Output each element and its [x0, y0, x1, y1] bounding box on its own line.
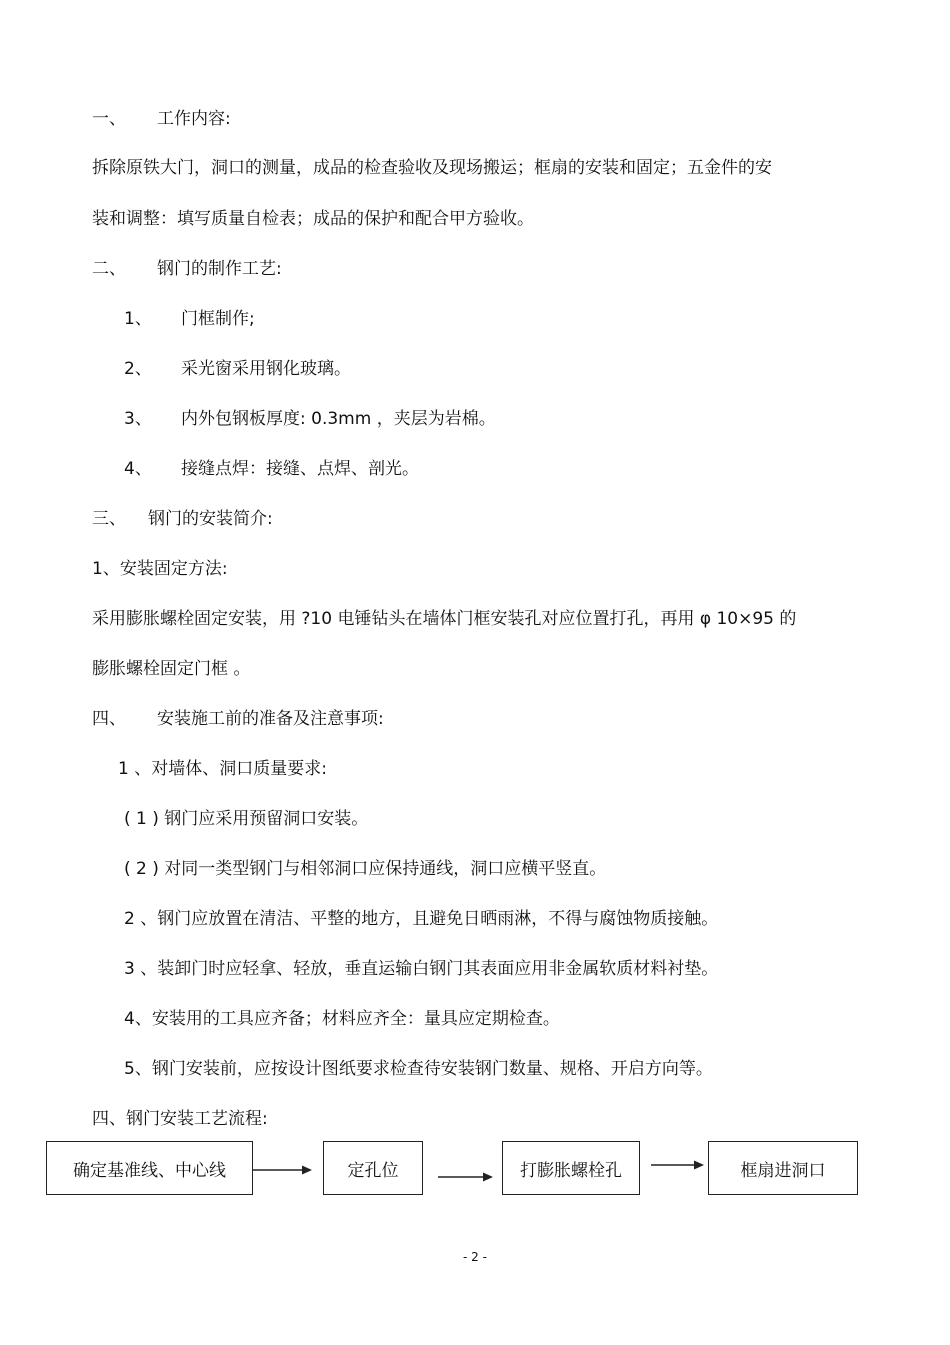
- s4-item-2: 2 、钢门应放置在清洁、平整的地方，且避免日晒雨淋，不得与腐蚀物质接触。: [124, 909, 719, 929]
- section-3-title: 钢门的安装简介:: [148, 509, 273, 529]
- flow-title: 四、钢门安装工艺流程:: [92, 1109, 268, 1129]
- flow-arrow-1: [253, 1166, 312, 1175]
- flow-step-2: 定孔位: [323, 1141, 423, 1195]
- section-2-title: 钢门的制作工艺:: [157, 259, 282, 279]
- section-3-subtitle: 1、安装固定方法:: [92, 559, 228, 579]
- s2-item-2-number: 2、: [124, 359, 152, 379]
- s2-item-3-text: 内外包钢板厚度: 0.3mm ，夹层为岩棉。: [181, 409, 496, 429]
- section-4-number: 四、: [92, 709, 126, 729]
- s2-item-4-number: 4、: [124, 459, 152, 479]
- s2-item-3-number: 3、: [124, 409, 152, 429]
- s2-item-2-text: 采光窗采用钢化玻璃。: [181, 359, 351, 379]
- s4-item-4: 4、安装用的工具应齐备；材料应齐全：量具应定期检查。: [124, 1009, 560, 1029]
- section-3-number: 三、: [92, 509, 126, 529]
- s2-item-4-text: 接缝点焊：接缝、点焊、剖光。: [181, 459, 419, 479]
- section-4-title: 安装施工前的准备及注意事项:: [157, 709, 384, 729]
- section-1-text-line-2: 装和调整：填写质量自检表；成品的保护和配合甲方验收。: [92, 209, 534, 229]
- s4-item-5: 5、钢门安装前，应按设计图纸要求检查待安装钢门数量、规格、开启方向等。: [124, 1059, 713, 1079]
- section-1-number: 一、: [92, 109, 126, 129]
- section-1-text-line-1: 拆除原铁大门，洞口的测量，成品的检查验收及现场搬运；框扇的安装和固定；五金件的安: [92, 158, 772, 178]
- s4-item-3: 3 、装卸门时应轻拿、轻放，垂直运输白钢门其表面应用非金属软质材料衬垫。: [124, 959, 719, 979]
- s2-item-1-text: 门框制作;: [181, 309, 255, 329]
- flow-arrow-3: [651, 1161, 704, 1170]
- flow-arrow-2: [438, 1173, 493, 1182]
- flow-step-3: 打膨胀螺栓孔: [502, 1141, 640, 1195]
- s4-item-1-sub-2: ( 2 ) 对同一类型钢门与相邻洞口应保持通线，洞口应横平竖直。: [124, 859, 607, 879]
- section-3-text-line-1: 采用膨胀螺栓固定安装，用 ?10 电锤钻头在墙体门框安装孔对应位置打孔，再用 φ 10×95 的: [92, 609, 797, 629]
- s4-item-1: 1 、对墙体、洞口质量要求:: [118, 759, 327, 779]
- section-2-number: 二、: [92, 259, 126, 279]
- section-1-title: 工作内容:: [157, 109, 231, 129]
- flow-step-4: 框扇进洞口: [708, 1141, 858, 1195]
- s4-item-1-sub-1: ( 1 ) 钢门应采用预留洞口安装。: [124, 809, 369, 829]
- section-3-text-line-2: 膨胀螺栓固定门框 。: [92, 659, 251, 679]
- flow-step-1: 确定基准线、中心线: [46, 1141, 253, 1195]
- page-number: - 2 -: [463, 1250, 487, 1264]
- s2-item-1-number: 1、: [124, 309, 152, 329]
